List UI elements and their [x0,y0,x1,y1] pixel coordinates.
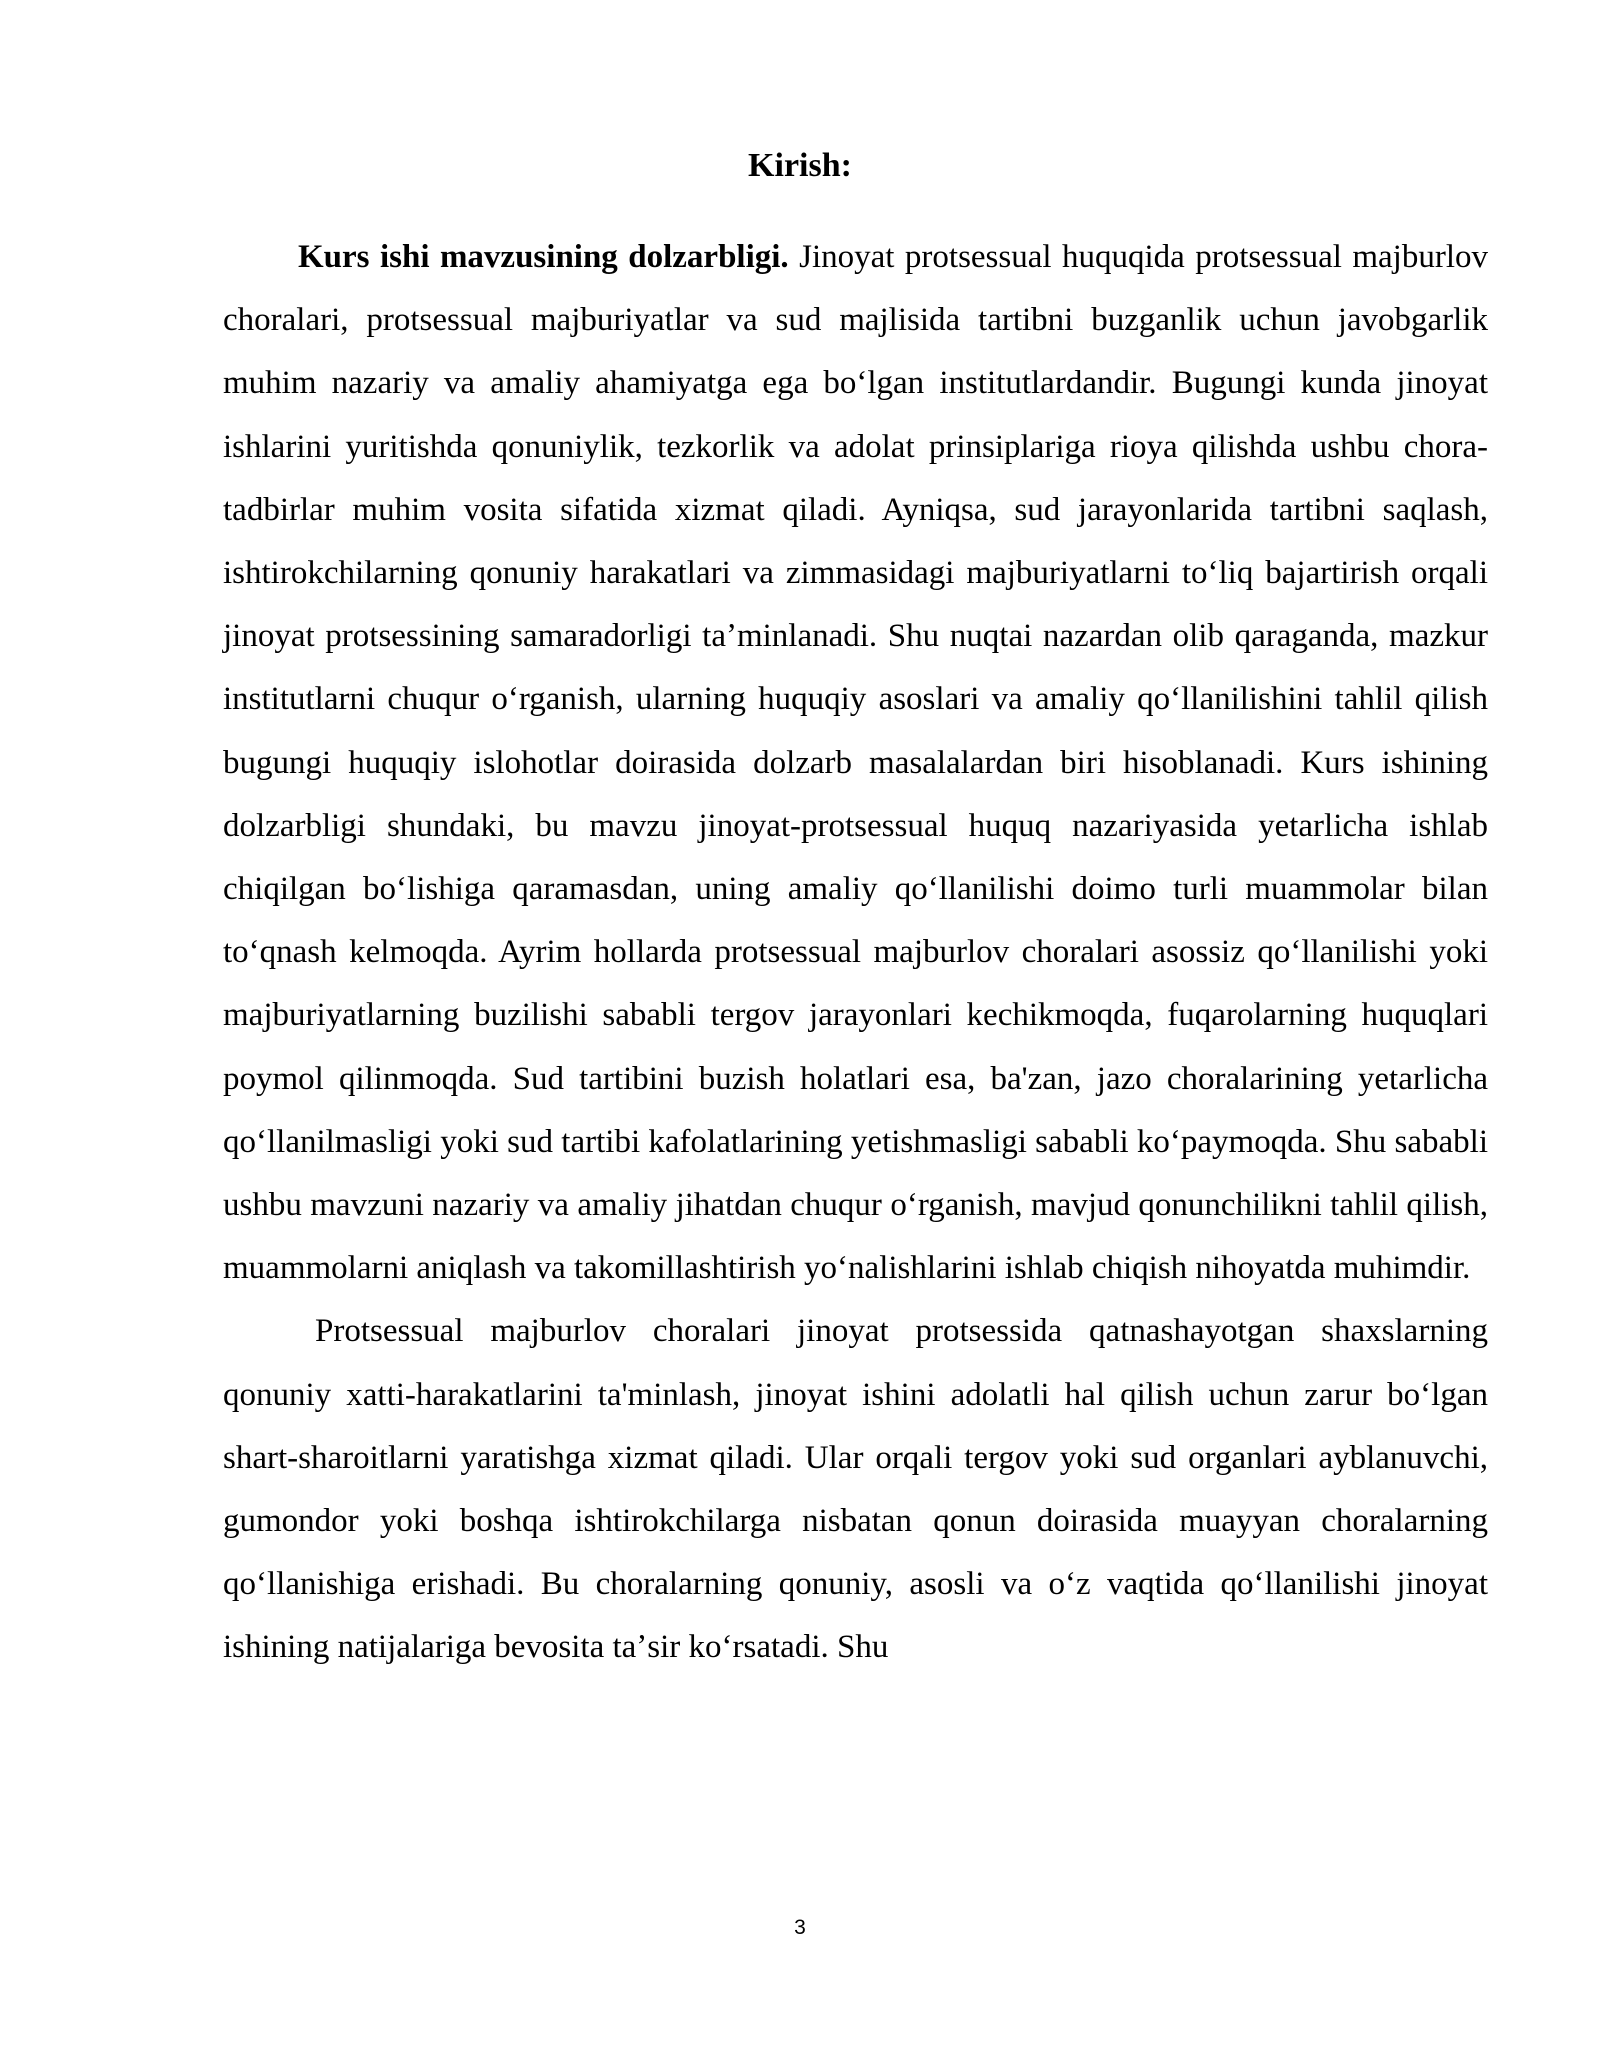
page-title: Kirish: [748,147,852,184]
paragraph-coercive-measures [223,1300,1488,1679]
paragraph-relevance [223,226,1488,1300]
page-number: 3 [794,1916,806,1939]
body-text [223,226,1488,1680]
paragraph-text: Jinoyat protsessual huquqida protsessual majburlov choralari, protsessual majburiyatlar va sud majlisida tartibni buzganlik uchun javobgarlik muhim nazariy va amaliy ahamiyatga ega boʻlgan institutlardandir. Bugungi kunda jinoyat ishlarini yuritishda qonuniylik, tezkorlik va adolat prinsiplariga rioya qilishda ushbu chora-tadbirlar muhim vosita sifatida xizmat qiladi. Ayniqsa, sud jarayonlarida tartibni saqlash, ishtirokchilarning qonuniy harakatlari va zimmasidagi majburiyatlarni toʻliq bajartirish orqali jinoyat protsessining samaradorligi taʼminlanadi. Shu nuqtai nazardan olib qaraganda, mazkur institutlarni chuqur oʻrganish, ularning huquqiy asoslari va amaliy qoʻllanilishini tahlil qilish bugungi huquqiy islohotlar doirasida dolzarb masalalardan biri hisoblanadi. Kurs ishining dolzarbligi shundaki, bu mavzu jinoyat-protsessual huquq nazariyasida yetarlicha ishlab chiqilgan boʻlishiga qaramasdan, uning amaliy qoʻllanilishi doimo turli muammolar bilan toʻqnash kelmoqda. Ayrim hollarda protsessual majburlov choralari asossiz qoʻllanilishi yoki majburiyatlarning buzilishi sababli tergov jarayonlari kechikmoqda, fuqarolarning huquqlari poymol qilinmoqda. Sud tartibini buzish holatlari esa, ba'zan, jazo choralarining yetarlicha qoʻllanilmasligi yoki sud tartibi kafolatlarining yetishmasligi sababli koʻpaymoqda. Shu sababli ushbu mavzuni nazariy va amaliy jihatdan chuqur oʻrganish, mavjud qonunchilikni tahlil qilish, muammolarni aniqlash va takomillashtirish yoʻnalishlarini ishlab chiqish nihoyatda muhimdir. [223,239,1489,1287]
paragraph-text: Protsessual majburlov choralari jinoyat protsessida qatnashayotgan shaxslarning qonuniy xatti-harakatlarini ta'minlash, jinoyat ishini adolatli hal qilish uchun zarur boʻlgan shart-sharoitlarni yaratishga xizmat qiladi. Ular orqali tergov yoki sud organlari ayblanuvchi, gumondor yoki boshqa ishtirokchilarga nisbatan qonun doirasida muayyan choralarning qoʻllanishiga erishadi. Bu choralarning qonuniy, asosli va oʻz vaqtida qoʻllanilishi jinoyat ishining natijalariga bevosita taʼsir koʻrsatadi. Shu [223,1313,1488,1666]
paragraph-lead: Kurs ishi mavzusining dolzarbligi. [298,239,789,275]
